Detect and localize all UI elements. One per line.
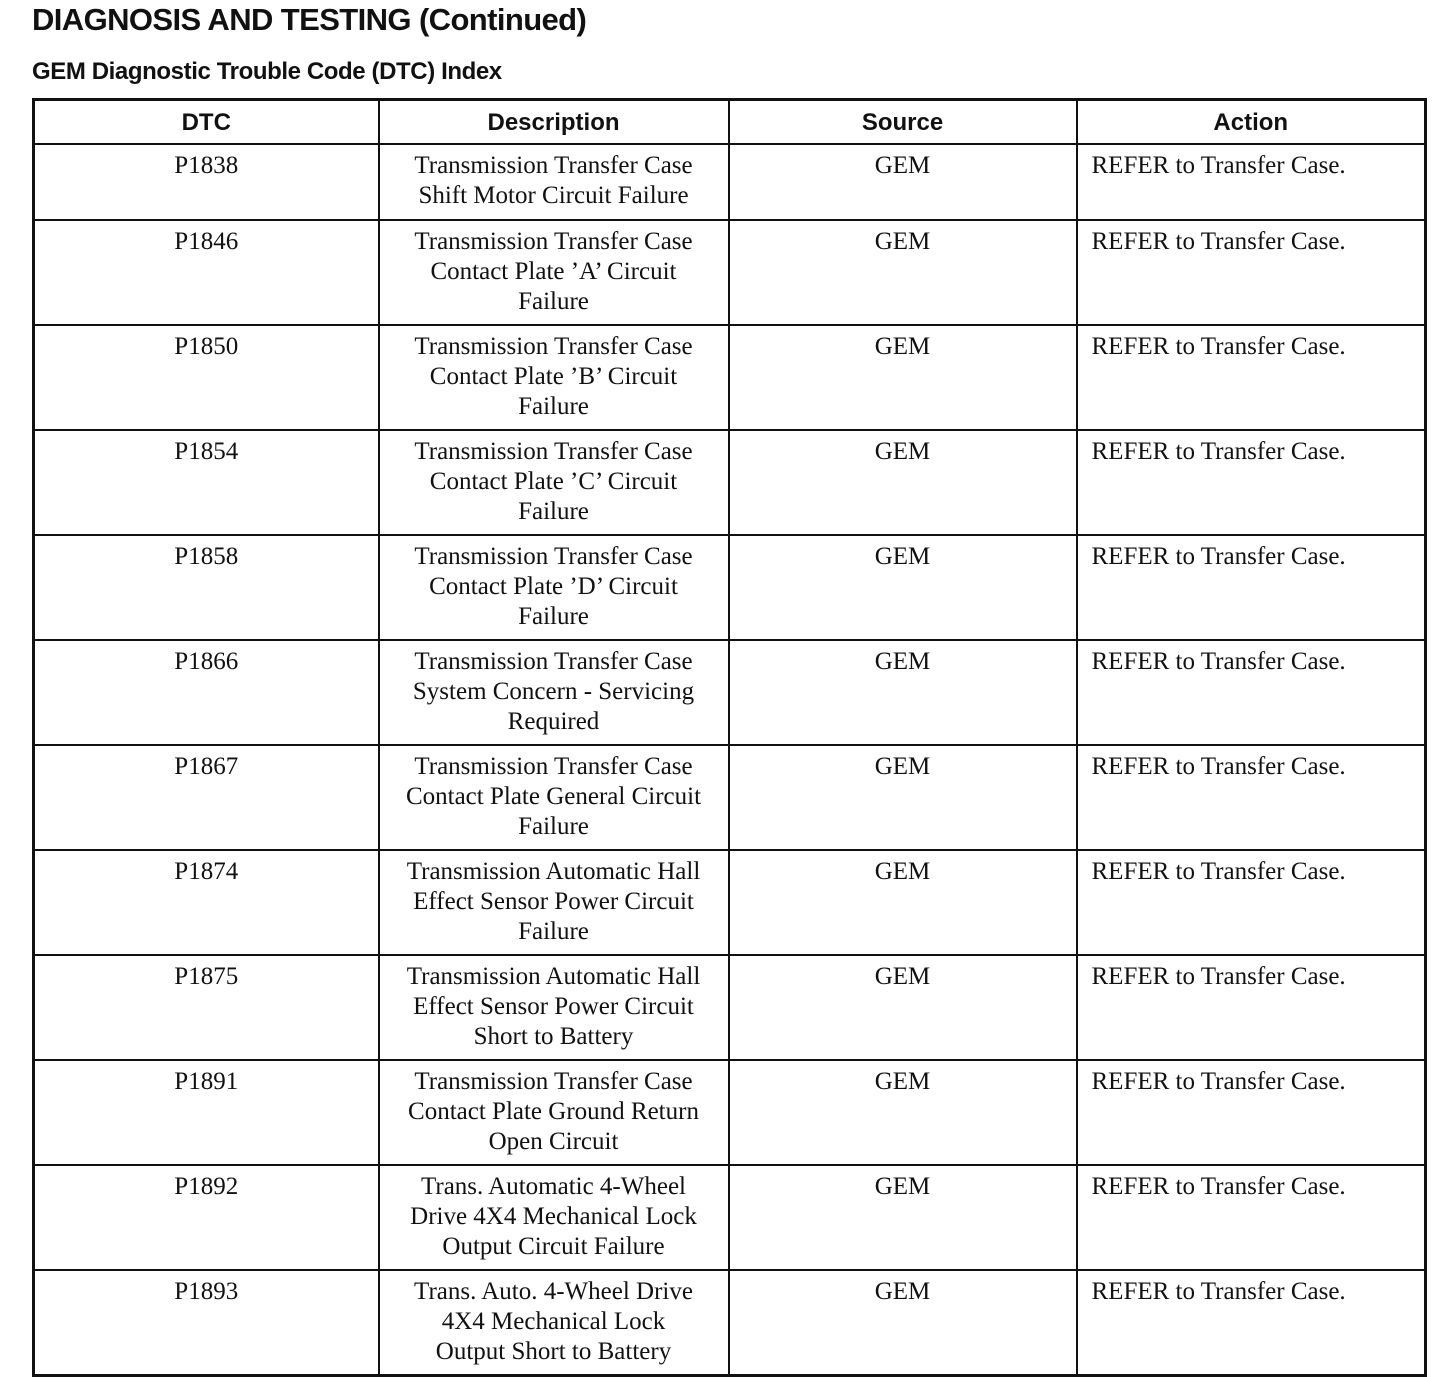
- dtc-code-cell: P1846: [34, 220, 379, 325]
- dtc-code-cell: P1866: [34, 640, 379, 745]
- source-cell: GEM: [729, 535, 1077, 640]
- description-line: Contact Plate Ground Return: [408, 1098, 699, 1125]
- table-row: [34, 745, 1426, 850]
- description-line: Failure: [518, 813, 589, 840]
- description-line: Contact Plate ’C’ Circuit: [429, 468, 678, 495]
- header-description: Description: [379, 100, 729, 145]
- description-line: Failure: [518, 918, 589, 945]
- source-cell: GEM: [729, 220, 1077, 325]
- header-source: Source: [729, 100, 1077, 145]
- dtc-code-cell: P1850: [34, 325, 379, 430]
- description-line: Transmission Transfer Case: [414, 753, 693, 780]
- action-cell: REFER to Transfer Case.: [1077, 745, 1426, 850]
- action-cell: REFER to Transfer Case.: [1077, 144, 1426, 220]
- description-line: Drive 4X4 Mechanical Lock: [410, 1203, 697, 1230]
- table-row: [34, 430, 1426, 535]
- source-cell: GEM: [729, 745, 1077, 850]
- dtc-code-cell: P1875: [34, 955, 379, 1060]
- table-row: [34, 1165, 1426, 1270]
- table-row: [34, 1270, 1426, 1376]
- table-row: [34, 220, 1426, 325]
- action-cell: REFER to Transfer Case.: [1077, 850, 1426, 955]
- action-cell: REFER to Transfer Case.: [1077, 535, 1426, 640]
- action-cell: REFER to Transfer Case.: [1077, 220, 1426, 325]
- dtc-index-table: [32, 98, 1427, 1377]
- dtc-code-cell: P1858: [34, 535, 379, 640]
- table-row: [34, 1060, 1426, 1165]
- description-line: Failure: [518, 393, 589, 420]
- action-cell: REFER to Transfer Case.: [1077, 1060, 1426, 1165]
- section-title: GEM Diagnostic Trouble Code (DTC) Index: [32, 58, 502, 85]
- dtc-code-cell: P1874: [34, 850, 379, 955]
- description-line: Transmission Automatic Hall: [406, 963, 701, 990]
- description-line: Trans. Automatic 4-Wheel: [420, 1173, 686, 1200]
- description-cell: [379, 220, 729, 325]
- table-row: [34, 850, 1426, 955]
- description-cell: [379, 850, 729, 955]
- source-cell: GEM: [729, 325, 1077, 430]
- description-line: Short to Battery: [473, 1023, 634, 1050]
- dtc-code-cell: P1838: [34, 144, 379, 220]
- action-cell: REFER to Transfer Case.: [1077, 430, 1426, 535]
- description-line: Contact Plate ’D’ Circuit: [429, 573, 678, 600]
- table-row: [34, 640, 1426, 745]
- dtc-code-cell: P1867: [34, 745, 379, 850]
- description-cell: [379, 640, 729, 745]
- header-dtc: DTC: [34, 100, 379, 145]
- source-cell: GEM: [729, 1165, 1077, 1270]
- description-cell: [379, 144, 729, 220]
- description-line: 4X4 Mechanical Lock: [441, 1308, 666, 1335]
- source-cell: GEM: [729, 640, 1077, 745]
- description-line: Transmission Transfer Case: [414, 648, 693, 675]
- header-action: Action: [1077, 100, 1426, 145]
- dtc-code-cell: P1854: [34, 430, 379, 535]
- description-cell: [379, 325, 729, 430]
- source-cell: GEM: [729, 430, 1077, 535]
- description-line: Transmission Transfer Case: [414, 1068, 693, 1095]
- table-row: [34, 325, 1426, 430]
- action-cell: REFER to Transfer Case.: [1077, 1165, 1426, 1270]
- dtc-code-cell: P1893: [34, 1270, 379, 1376]
- description-line: Transmission Transfer Case: [414, 543, 693, 570]
- table-row: [34, 955, 1426, 1060]
- table-header-row: [34, 100, 1426, 145]
- table-row: [34, 144, 1426, 220]
- description-line: Transmission Automatic Hall: [406, 858, 701, 885]
- description-cell: [379, 430, 729, 535]
- dtc-code-cell: P1892: [34, 1165, 379, 1270]
- description-cell: [379, 745, 729, 850]
- source-cell: GEM: [729, 955, 1077, 1060]
- description-line: System Concern - Servicing: [412, 678, 695, 705]
- description-line: Transmission Transfer Case: [414, 333, 693, 360]
- description-line: Open Circuit: [488, 1128, 619, 1155]
- source-cell: GEM: [729, 1060, 1077, 1165]
- dtc-code-cell: P1891: [34, 1060, 379, 1165]
- source-cell: GEM: [729, 144, 1077, 220]
- description-line: Contact Plate General Circuit: [405, 783, 702, 810]
- description-line: Transmission Transfer Case: [414, 152, 693, 179]
- description-cell: [379, 535, 729, 640]
- description-line: Trans. Auto. 4-Wheel Drive: [414, 1278, 693, 1305]
- description-line: Transmission Transfer Case: [414, 438, 693, 465]
- page-title: DIAGNOSIS AND TESTING (Continued): [32, 2, 587, 37]
- description-line: Effect Sensor Power Circuit: [413, 888, 694, 915]
- description-line: Output Short to Battery: [435, 1338, 672, 1365]
- description-cell: [379, 1270, 729, 1376]
- action-cell: REFER to Transfer Case.: [1077, 325, 1426, 430]
- description-line: Contact Plate ’A’ Circuit: [430, 258, 677, 285]
- description-line: Failure: [518, 288, 589, 315]
- action-cell: REFER to Transfer Case.: [1077, 955, 1426, 1060]
- action-cell: REFER to Transfer Case.: [1077, 640, 1426, 745]
- source-cell: GEM: [729, 1270, 1077, 1376]
- description-cell: [379, 1165, 729, 1270]
- source-cell: GEM: [729, 850, 1077, 955]
- description-cell: [379, 955, 729, 1060]
- description-cell: [379, 1060, 729, 1165]
- description-line: Failure: [518, 603, 589, 630]
- table-row: [34, 535, 1426, 640]
- description-line: Failure: [518, 498, 589, 525]
- description-line: Output Circuit Failure: [442, 1233, 665, 1260]
- description-line: Transmission Transfer Case: [414, 228, 693, 255]
- description-line: Contact Plate ’B’ Circuit: [429, 363, 678, 390]
- description-line: Effect Sensor Power Circuit: [413, 993, 694, 1020]
- description-line: Shift Motor Circuit Failure: [418, 182, 689, 209]
- action-cell: REFER to Transfer Case.: [1077, 1270, 1426, 1376]
- table-body: [34, 144, 1426, 1376]
- description-line: Required: [507, 708, 600, 735]
